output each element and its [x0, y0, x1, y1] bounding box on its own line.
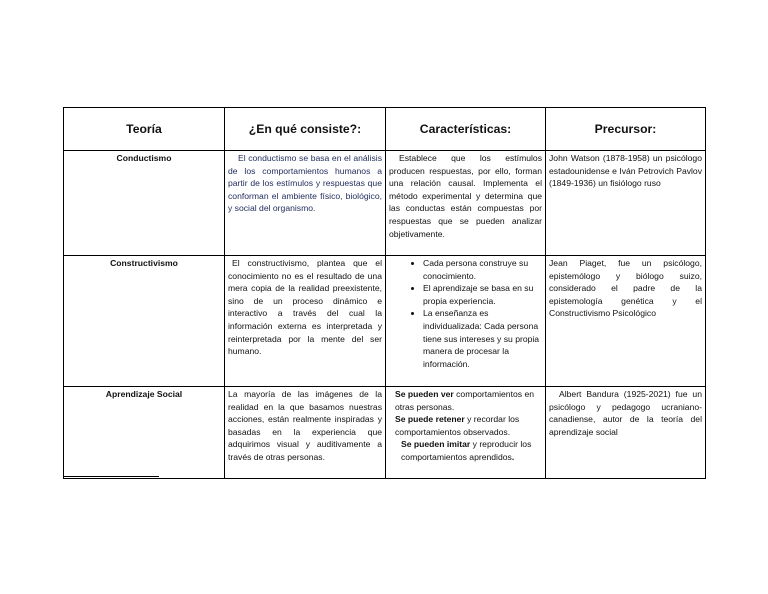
precursor-text: Albert Bandura (1925-2021) fue un psicólogo y pedagogo ucraniano-canadiense, autor de la teoría del aprendizaje social	[549, 389, 702, 437]
caracteristica-line	[389, 438, 542, 463]
caracteristicas-cell	[386, 151, 546, 256]
consiste-cell	[225, 151, 386, 256]
precursor-cell: Jean Piaget, fue un psicólogo, epistemólogo y biólogo suizo, considerado el padre de la epistemología genética y el Constructivismo Psicológico	[546, 256, 706, 387]
table-row	[64, 256, 706, 387]
consiste-text: El conductismo se basa en el análisis de los comportamientos humanos a partir de los estímulos y respuestas que conforman el ambiente físico, biológico, y social del organismo.	[228, 153, 382, 214]
caracteristica-rest: y reproducir los comportamientos aprendidos	[401, 439, 532, 462]
table-row	[64, 151, 706, 256]
precursor-cell	[546, 387, 706, 479]
caracteristica-bold: Se pueden imitar	[401, 439, 471, 450]
precursor-cell: John Watson (1878-1958) un psicólogo estadounidense e Iván Petrovich Pavlov (1849-1936) un fisiólogo ruso	[546, 151, 706, 256]
list-item: • El aprendizaje se basa en su propia experiencia.	[423, 282, 542, 307]
list-item: • La enseñanza es individualizada: Cada persona tiene sus intereses y su propia manera de procesar la información.	[423, 307, 542, 370]
theory-name: Conductismo	[64, 151, 225, 256]
caracteristicas-cell	[386, 387, 546, 479]
caracteristicas-text: Establece que los estímulos producen respuestas, por ello, forman una relación causal. Implementa el método experimental y determina que las conductas están compuestas por respuestas que se pueden analizar objetivamente.	[389, 153, 542, 239]
caracteristica-bold: Se pueden ver	[395, 389, 454, 399]
caracteristica-rest: y recordar los comportamientos observados.	[395, 414, 520, 437]
caracteristicas-list	[389, 257, 542, 370]
table-row	[64, 387, 706, 479]
header-teoria: Teoría	[64, 108, 225, 151]
theories-table	[63, 107, 706, 479]
caracteristica-line	[389, 413, 542, 438]
caracteristicas-cell	[386, 256, 546, 387]
caracteristica-rest: comportamientos en otras personas.	[395, 389, 534, 412]
theory-name: Aprendizaje Social	[64, 387, 225, 479]
consiste-text: El constructivismo, plantea que el conocimiento no es el resultado de una mera copia de la realidad preexistente, sino de un proceso dinámico e interactivo a través del cual la información externa es interpretada y reinterpretada por la mente del ser humano.	[228, 258, 382, 357]
header-caracteristicas: Características:	[386, 108, 546, 151]
theory-name: Constructivismo	[64, 256, 225, 387]
consiste-cell: La mayoría de las imágenes de la realidad en la que basamos nuestras acciones, están realmente inspiradas y basadas en la experiencia que adquirimos visual y auditivamente a través de otras personas.	[225, 387, 386, 479]
header-consiste: ¿En qué consiste?:	[225, 108, 386, 151]
bottom-border-fragment	[63, 476, 159, 477]
caracteristica-end: .	[511, 451, 515, 462]
list-item: • Cada persona construye su conocimiento.	[423, 257, 542, 282]
caracteristica-line	[389, 388, 542, 413]
header-row	[64, 108, 706, 151]
consiste-cell	[225, 256, 386, 387]
caracteristica-bold: Se puede retener	[395, 414, 465, 425]
header-precursor: Precursor:	[546, 108, 706, 151]
